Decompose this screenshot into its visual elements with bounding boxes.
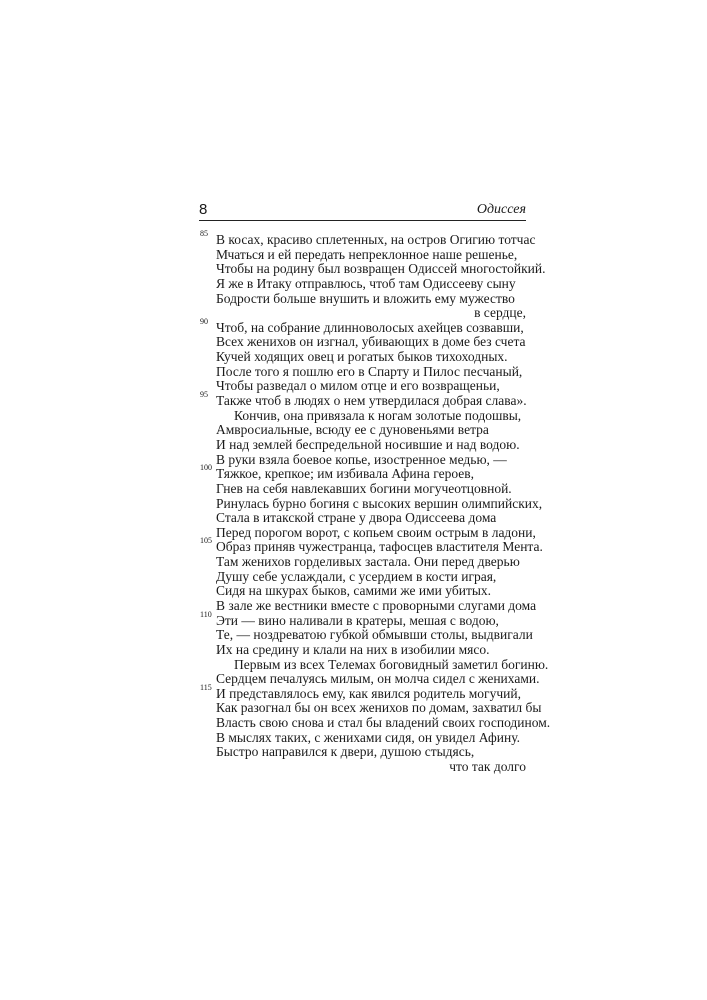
verse-text: В зале же вестники вместе с проворными слугами дома — [216, 598, 537, 613]
verse-text: в сердце, — [474, 305, 526, 321]
verse-text: Мчаться и ей передать непреклонное наше решенье, — [216, 246, 518, 262]
verse-text: Также чтоб в людях о нем утвердилася добрая слава». — [216, 393, 527, 409]
verse-text: Чтобы на родину был возвращен Одиссей многостойкий. — [216, 261, 546, 277]
verse-text: И над землей беспредельной носившие и над водою. — [216, 436, 520, 452]
verse-text: Там женихов горделивых застала. Они перед дверью — [216, 554, 520, 570]
verse-text: После того я пошлю его в Спарту и Пилос песчаный, — [216, 363, 523, 379]
verse-text: Кончив, она привязала к ногам золотые подошвы, — [234, 407, 522, 423]
verse-text: Кучей ходящих овец и рогатых быков тихоходных. — [216, 349, 508, 365]
verse-text: Власть свою снова и стал бы владений своих господином. — [216, 715, 551, 731]
verse-text: Образ приняв чужестранца, тафосцев властителя Мента. — [216, 539, 543, 555]
line-number: 95 — [200, 390, 208, 400]
header-rule — [199, 220, 526, 221]
verse-text: Ринулась бурно богиня с высоких вершин олимпийских, — [216, 495, 543, 511]
verse-text: Чтобы разведал о милом отце и его возвращеньи, — [216, 378, 500, 394]
verse-text: В мыслях таких, с женихами сидя, он увидел Афину. — [216, 729, 520, 745]
verse-text: что так долго — [449, 759, 526, 775]
verse-text: Бодрости больше внушить и вложить ему мужество — [216, 290, 515, 306]
verse-text: Перед порогом ворот, с копьем своим острым в ладони, — [216, 524, 536, 540]
verse-text: Как разогнал бы он всех женихов по домам, захватил бы — [216, 700, 542, 716]
verse-text: Тяжкое, крепкое; им избивала Афина героев, — [216, 466, 474, 482]
line-number: 115 — [200, 682, 212, 692]
verse-text: Амвросиальные, всюду ее с дуновеньями ветра — [216, 422, 489, 438]
line-number: 90 — [200, 316, 208, 326]
verse-text: В руки взяла боевое копье, изостренное медью, — — [216, 451, 507, 467]
verse-text: Всех женихов он изгнал, убивающих в доме без счета — [216, 334, 526, 350]
page-header — [199, 200, 526, 222]
line-number: 100 — [200, 463, 212, 473]
line-number: 85 — [200, 229, 208, 238]
page-number: 8 — [199, 201, 208, 218]
running-title: Одиссея — [476, 202, 526, 217]
verse-text: И представлялось ему, как явился родитель могучий, — [216, 685, 521, 701]
verse-text: Эти — вино наливали в кратеры, мешая с водою, — [216, 612, 499, 628]
line-number: 110 — [200, 609, 212, 619]
verse-text: Сердцем печалуясь милым, он молча сидел с женихами. — [216, 671, 540, 687]
verse-text: Стала в итакской стране у двора Одиссеева дома — [216, 510, 497, 526]
line-number: 105 — [200, 536, 212, 546]
verse-text: Чтоб, на собрание длинноволосых ахейцев созвавши, — [216, 319, 524, 335]
verse-text: Первым из всех Телемах боговидный заметил богиню. — [234, 656, 549, 672]
verse-line — [0, 758, 707, 775]
verse-text: Те, — ноздреватою губкой обмывши столы, выдвигали — [216, 627, 533, 643]
verse-text: Гнев на себя навлекавших богини могучеотцовной. — [216, 480, 512, 496]
verse-text: Душу себе услаждали, с усердием в кости играя, — [216, 568, 497, 584]
verse-text: Их на средину и клали на них в изобилии мясо. — [216, 641, 490, 657]
verse-text: Сидя на шкурах быков, самими же ими убитых. — [216, 583, 492, 599]
verse-text: Я же в Итаку отправлюсь, чтоб там Одиссееву сыну — [216, 275, 516, 291]
verse-text: В косах, красиво сплетенных, на остров Огигию тотчас — [216, 232, 536, 247]
verse-text: Быстро направился к двери, душою стыдясь, — [216, 744, 475, 760]
